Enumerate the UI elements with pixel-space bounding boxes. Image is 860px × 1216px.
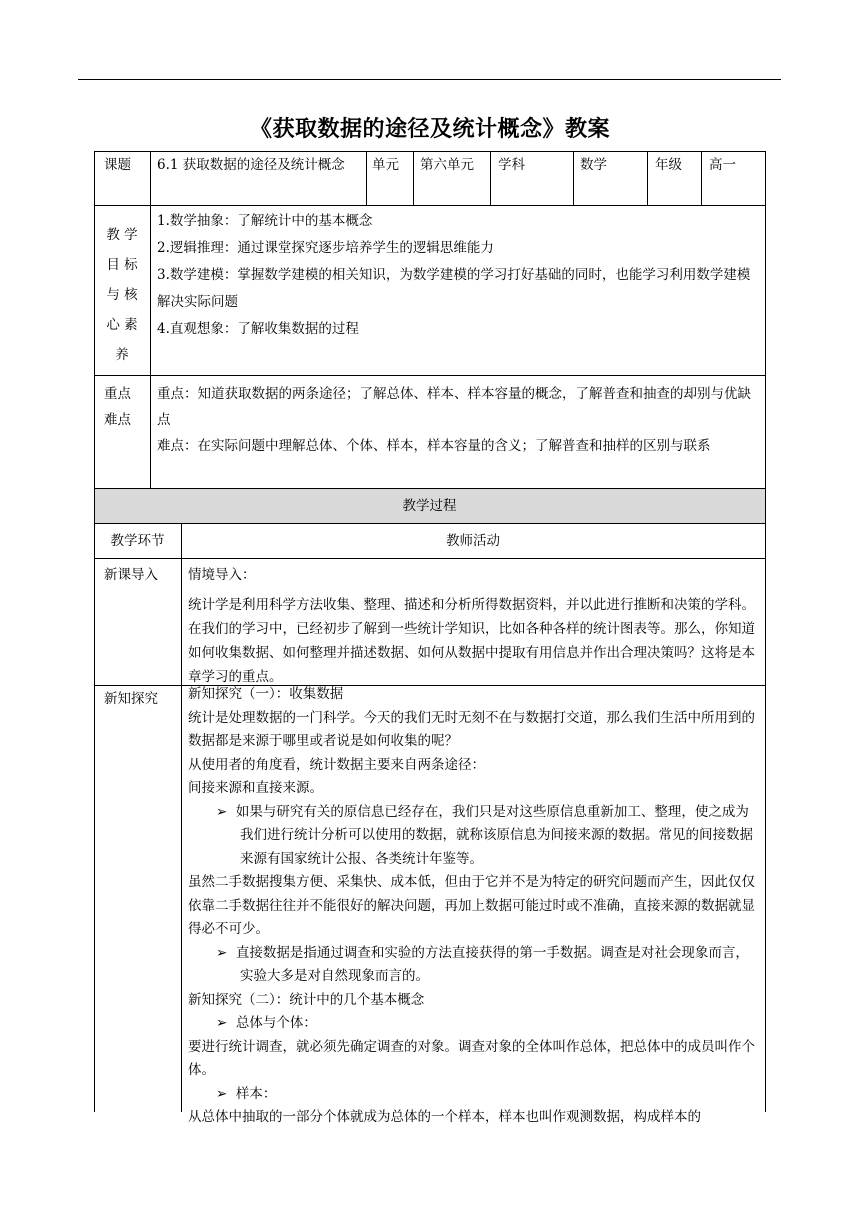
- bullet-item: ➢ 如果与研究有关的原信息已经存在，我们只是对这些原信息重新加工、整理，使之成为我们进行统计分析可以使用的数据，就称该原信息为间接来源的数据。常见的间接数据来源有国家统计公报、各类统计年鉴等。: [216, 803, 753, 867]
- objective-item: 2.逻辑推理：通过课堂探究逐步培养学生的逻辑思维能力: [157, 240, 494, 256]
- bullet-arrow-icon: ➢: [216, 1015, 228, 1031]
- process-header: 教学过程: [402, 498, 457, 514]
- grade-label: 年级: [655, 157, 682, 173]
- explore-paragraph: 要进行统计调查，就必须先确定调查的对象。调查对象的全体叫作总体，把总体中的成员叫作个体。: [188, 1038, 755, 1078]
- explore-heading: 新知探究（二）：统计中的几个基本概念: [188, 991, 425, 1008]
- discipline-label: 学科: [498, 157, 525, 173]
- explore-stage: 新知探究: [104, 691, 158, 707]
- table-rule: [94, 558, 765, 559]
- explore-paragraph: 从使用者的角度看，统计数据主要来自两条途径：: [188, 756, 485, 773]
- explore-paragraph: 统计是处理数据的一门科学。今天的我们无时无刻不在与数据打交道，那么我们生活中所用到的数据都是来源于哪里或者说是如何收集的呢？: [188, 709, 755, 749]
- objective-item: 1.数学抽象：了解统计中的基本概念: [157, 213, 373, 229]
- subject-value: 6.1 获取数据的途径及统计概念: [157, 157, 345, 173]
- document-title: 《获取数据的途径及统计概念》教案: [249, 117, 610, 142]
- objectives-label: 教 学 目 标 与 核 心 素 养: [106, 227, 138, 363]
- explore-content: [181, 683, 765, 1125]
- explore-heading: 新知探究（一）：收集数据: [188, 686, 344, 702]
- table-border-top: [94, 151, 765, 152]
- intro-stage: 新课导入: [104, 567, 158, 583]
- explore-paragraph: 间接来源和直接来源。: [188, 780, 323, 796]
- unit-label: 单元: [372, 157, 399, 173]
- stage-column-header: 教学环节: [110, 533, 165, 549]
- unit-value: 第六单元: [420, 157, 474, 173]
- bullet-item: ➢ 总体与个体：: [216, 1015, 317, 1031]
- bullet-item: ➢ 直接数据是指通过调查和实验的方法直接获得的第一手数据。调查是对社会现象而言，实验大多是对自然现象而言的。: [216, 944, 749, 984]
- grade-value: 高一: [709, 157, 736, 173]
- table-border-right: [765, 151, 766, 1112]
- keypoints-content: [150, 381, 765, 459]
- table-rule: [94, 205, 765, 206]
- table-rule: [94, 375, 765, 376]
- bullet-arrow-icon: ➢: [216, 1085, 228, 1102]
- intro-content: [181, 563, 765, 689]
- objective-item: 3.数学建模：掌握数学建模的相关知识，为数学建模的学习打好基础的同时，也能学习利用数学建模解决实际问题: [157, 267, 751, 310]
- subject-label: 课题: [104, 157, 131, 173]
- keypoints-label: 重点 难点: [104, 386, 131, 428]
- table-rule: [94, 523, 765, 524]
- discipline-value: 数学: [580, 157, 607, 173]
- objectives-content: [150, 208, 765, 343]
- activity-column-header: 教师活动: [446, 533, 500, 549]
- table-rule: [94, 488, 765, 489]
- explore-paragraph: 虽然二手数据搜集方便、采集快、成本低，但由于它并不是为特定的研究问题而产生，因此仅仅依靠二手数据往往并不能很好的解决问题，再加上数据可能过时或不准确，直接来源的数据就显得必不可少。: [188, 874, 755, 937]
- intro-heading: 情境导入：: [188, 567, 256, 583]
- difficult-point: 难点：在实际问题中理解总体、个体、样本，样本容量的含义；了解普查和抽样的区别与联系: [157, 438, 711, 454]
- key-point: 重点：知道获取数据的两条途径；了解总体、样本、样本容量的概念，了解普查和抽查的却别与优缺点: [157, 386, 751, 428]
- objective-item: 4.直观想象：了解收集数据的过程: [157, 321, 359, 337]
- bullet-arrow-icon: ➢: [216, 803, 228, 820]
- header-rule: [78, 79, 781, 80]
- explore-paragraph: 从总体中抽取的一部分个体就成为总体的一个样本，样本也叫作观测数据，构成样本的: [188, 1109, 701, 1125]
- bullet-arrow-icon: ➢: [216, 944, 228, 961]
- intro-text: 统计学是利用科学方法收集、整理、描述和分析所得数据资料，并以此进行推断和决策的学科。在我们的学习中，已经初步了解到一些统计学知识，比如各种各样的统计图表等。那么，你知道如何收集数据、如何整理并描述数据、如何从数据中提取有用信息并作出合理决策吗？这将是本章学习的重点。: [188, 597, 755, 685]
- bullet-item: ➢ 样本：: [216, 1085, 277, 1102]
